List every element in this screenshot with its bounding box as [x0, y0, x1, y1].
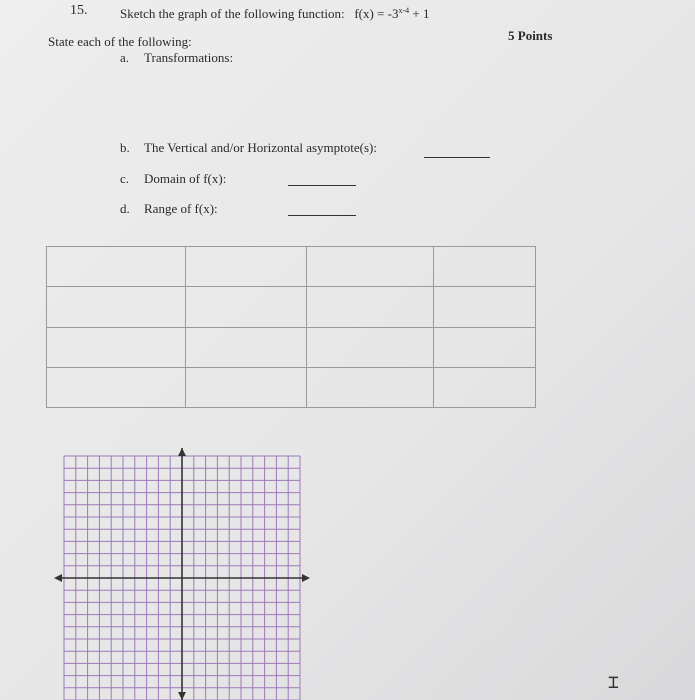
table-cell[interactable]: [186, 327, 307, 367]
item-letter: d.: [120, 201, 130, 216]
text-cursor-icon: ⌶: [608, 672, 619, 693]
question-number: 15.: [70, 3, 88, 18]
answer-blank-domain[interactable]: [288, 185, 356, 186]
table-cell[interactable]: [47, 247, 186, 287]
table-cell[interactable]: [307, 367, 434, 407]
table-cell[interactable]: [186, 247, 307, 287]
table-cell[interactable]: [434, 287, 536, 327]
item-asymptotes: [120, 140, 377, 156]
item-text: Range of f(x):: [144, 201, 218, 216]
table-row: [47, 327, 536, 367]
x-axis-arrow-right: [302, 574, 310, 582]
item-text: The Vertical and/or Horizontal asymptote(s):: [144, 140, 377, 155]
coordinate-grid[interactable]: [54, 448, 314, 700]
function-expression: [354, 6, 429, 21]
question-text: Sketch the graph of the following function:: [120, 6, 345, 21]
table-cell[interactable]: [47, 327, 186, 367]
y-axis-arrow-up: [178, 448, 186, 456]
table-row: [47, 247, 536, 287]
coordinate-grid-svg[interactable]: [54, 448, 314, 700]
item-letter: b.: [120, 140, 130, 155]
table-cell[interactable]: [434, 367, 536, 407]
x-axis-arrow-left: [54, 574, 62, 582]
state-label: State each of the following:: [48, 34, 192, 49]
table-cell[interactable]: [434, 247, 536, 287]
item-range: [120, 201, 218, 217]
table-cell[interactable]: [186, 367, 307, 407]
table-cell[interactable]: [186, 287, 307, 327]
answer-blank-range[interactable]: [288, 215, 356, 216]
item-text: Transformations:: [144, 50, 234, 65]
item-letter: c.: [120, 171, 130, 186]
answer-blank-asymptotes[interactable]: [424, 157, 490, 158]
item-transformations: [120, 50, 233, 66]
table-cell[interactable]: [47, 367, 186, 407]
table-row: [47, 287, 536, 327]
table-cell[interactable]: [307, 287, 434, 327]
item-domain: [120, 171, 226, 187]
points-label: 5 Points: [508, 28, 553, 43]
table-cell[interactable]: [307, 247, 434, 287]
table-cell[interactable]: [307, 327, 434, 367]
y-axis-arrow-down: [178, 692, 186, 700]
value-table: [46, 246, 536, 408]
function-exponent: x-4: [398, 6, 410, 15]
table-cell[interactable]: [47, 287, 186, 327]
table-cell[interactable]: [434, 327, 536, 367]
function-lhs: f(x) = -3: [354, 6, 399, 21]
table-row: [47, 367, 536, 407]
item-letter: a.: [120, 50, 130, 65]
question-prompt: [120, 6, 429, 22]
item-text: Domain of f(x):: [144, 171, 227, 186]
function-rhs: + 1: [412, 6, 430, 21]
